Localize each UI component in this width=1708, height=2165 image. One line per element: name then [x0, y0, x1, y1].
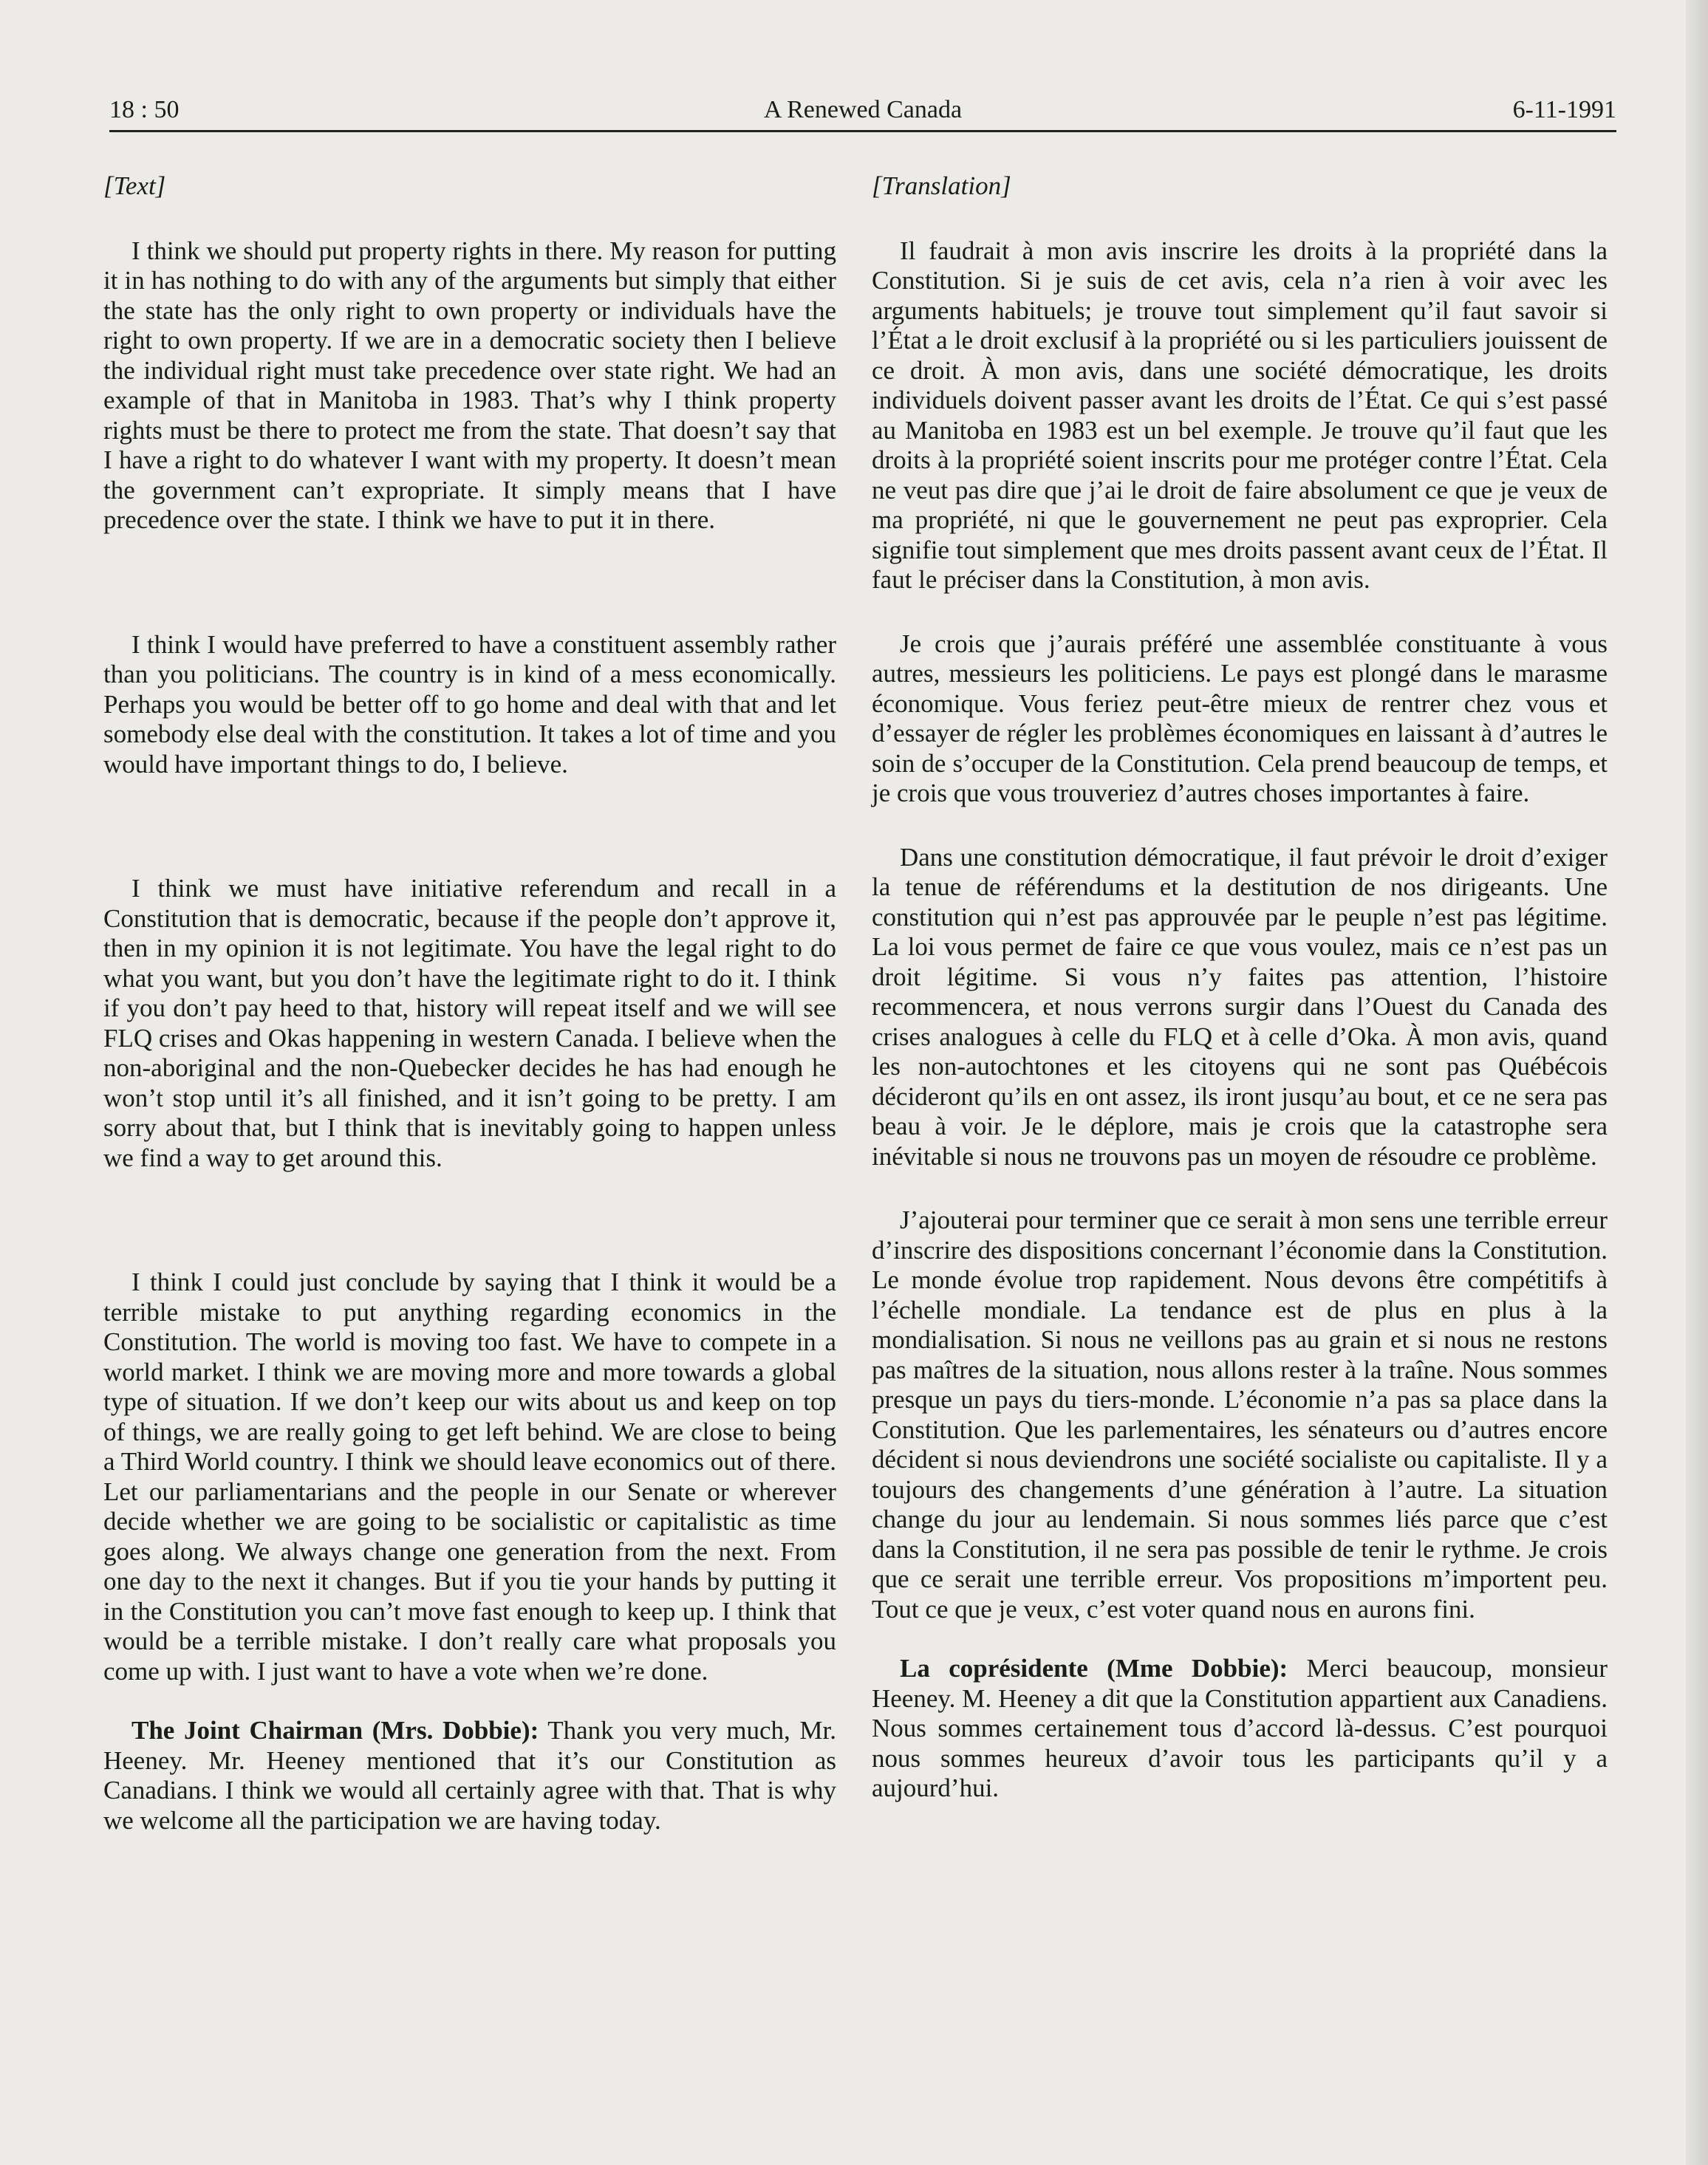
paragraph-referendum-recall: I think we must have initiative referendum and recall in a Constitution that is democratic, because if the people don’t approve it, then in my opinion it is not legitimate. You have the legal right to do what you want, but you don’t have the legitimate right to do it. I think if you don’t pay heed to that, history will repeat itself and we will see FLQ crises and Okas happening in western Canada. I believe when the non-aboriginal and the non-Quebecker decides he has had enough he won’t stop until it’s all finished, and it isn’t going to be pretty. I am sorry about that, but I think that is inevitably going to happen unless we find a way to get around this. [103, 874, 836, 1172]
translation-label: [Translation] [872, 171, 1011, 200]
paragraph-droits-propriete: Il faudrait à mon avis inscrire les droits à la propriété dans la Constitution. Si je suis de cet avis, cela n’a rien à voir avec les arguments habituels; je trouve tout simplement qu’il faut savoir si l’État a le droit exclusif à la propriété ou si les particuliers jouissent de ce droit. À mon avis, dans une société démocratique, les droits individuels doivent passer avant les droits de l’État. Ce qui s’est passé au Manitoba en 1983 est un bel exemple. Je trouve qu’il faut que les droits à la propriété soient inscrits pour me protéger contre l’État. Cela ne veut pas dire que j’ai le droit de faire absolument ce que je veux de ma propriété, ni que le gouvernement ne peut pas exproprier. Cela signifie tout simplement que mes droits passent avant ceux de l’État. Il faut le préciser dans la Constitution, à mon avis. [872, 236, 1608, 594]
paragraph-chairman-reply [103, 1716, 836, 1836]
french-column [872, 171, 1608, 1804]
publication-date: 6-11-1991 [1512, 96, 1616, 123]
paragraph-referendums: Dans une constitution démocratique, il faut prévoir le droit d’exiger la tenue de référendums et la destitution de nos dirigeants. Une constitution qui n’est pas approuvée par le peuple n’est pas légitime. La loi vous permet de faire ce que vous voulez, mais ce n’est pas un droit légitime. Si vous n’y faites pas attention, l’histoire recommencera, et nous verrons surgir dans l’Ouest du Canada des crises analogues à celle du FLQ et à celle d’Oka. À mon avis, quand les non-autochtones et les citoyens qui ne sont pas Québécois décideront qu’ils en ont assez, ils iront jusqu’au bout, et ce ne sera pas beau à voir. Je le déplore, mais je crois que la catastrophe sera inévitable si nous ne trouvons pas un moyen de résoudre ce problème. [872, 842, 1608, 1171]
paragraph-constituent-assembly: I think I would have preferred to have a constituent assembly rather than you politicians. The country is in kind of a mess economically. Perhaps you would be better off to go home and deal with that and let somebody else deal with the constitution. It takes a lot of time and you would have important things to do, I believe. [103, 629, 836, 779]
page-edge-shadow [1686, 0, 1708, 2165]
text-label: [Text] [103, 171, 166, 200]
page-header [109, 81, 1616, 132]
paragraph-property-rights: I think we should put property rights in there. My reason for putting it in has nothing to do with any of the arguments but simply that either the state has the only right to own property or individuals have the right to own property. If we are in a democratic society then I believe the individual right must take precedence over state right. We had an example of that in Manitoba in 1983. That’s why I think property rights must be there to protect me from the state. That doesn’t say that I have a right to do whatever I want with my property. It doesn’t mean the government can’t expropriate. It simply means that I have precedence over the state. I think we have to put it in there. [103, 236, 836, 534]
publication-title: A Renewed Canada [763, 96, 963, 123]
paragraph-economie: J’ajouterai pour terminer que ce serait à mon sens une terrible erreur d’inscrire des dispositions concernant l’économie dans la Constitution. Le monde évolue trop rapidement. Nous devons être compétitifs à l’échelle mondiale. La tendance est de plus en plus à la mondialisation. Si nous ne veillons pas au grain et si nous ne restons pas maîtres de la situation, nous allons rester à la traîne. Nous sommes presque un pays du tiers-monde. L’économie n’a pas sa place dans la Constitution. Que les parlementaires, les sénateurs ou d’autres encore décident si nous deviendrons une société socialiste ou capitaliste. Il y a toujours des changements d’une génération à l’autre. La situation change du jour au lendemain. Si nous sommes liés parce que c’est dans la Constitution, il ne sera pas possible de tenir le rythme. Je crois que ce serait une terrible erreur. Vos propositions m’importent peu. Tout ce que je veux, c’est voter quand nous en aurons fini. [872, 1205, 1608, 1624]
speaker-name: The Joint Chairman (Mrs. Dobbie): [131, 1716, 539, 1745]
speaker-text: Thank you very much, Mr. Heeney. Mr. Heeney mentioned that it’s our Constitution as Canadians. I think we would all certainly agree with that. That is why we welcome all the participation we are having today. [103, 1716, 836, 1835]
speaker-text-fr: Merci beaucoup, monsieur Heeney. M. Heeney a dit que la Constitution appartient aux Canadiens. Nous sommes certainement tous d’accord là-dessus. C’est pourquoi nous sommes heureux d’avoir tous les participants qu’il y a aujourd’hui. [872, 1654, 1608, 1802]
paragraph-assemblee-constituante: Je crois que j’aurais préféré une assemblée constituante à vous autres, messieurs les politiciens. Le pays est plongé dans le marasme économique. Vous feriez peut-être mieux de rentrer chez vous et d’essayer de régler les problèmes économiques en laissant à d’autres le soin de s’occuper de la Constitution. Cela prend beaucoup de temps, et je crois que vous trouveriez d’autres choses importantes à faire. [872, 629, 1608, 807]
paragraph-copresidente-reply [872, 1654, 1608, 1804]
page-number: 18 : 50 [109, 96, 180, 123]
paragraph-economics: I think I could just conclude by saying that I think it would be a terrible mistake to put anything regarding economics in the Constitution. The world is moving too fast. We have to compete in a world market. I think we are moving more and more towards a global type of situation. If we don’t keep our wits about us and keep on top of things, we are really going to get left behind. We are close to being a Third World country. I think we should leave economics out of there. Let our parliamentarians and the people in our Senate or wherever decide whether we are going to be socialistic or capitalistic as time goes along. We always change one generation from the next. From one day to the next it changes. But if you tie your hands by putting it in the Constitution you can’t move fast enough to keep up. I think that would be a terrible mistake. I don’t really care what proposals you come up with. I just want to have a vote when we’re done. [103, 1268, 836, 1686]
english-column [103, 171, 836, 1836]
speaker-name-fr: La coprésidente (Mme Dobbie): [900, 1654, 1288, 1683]
